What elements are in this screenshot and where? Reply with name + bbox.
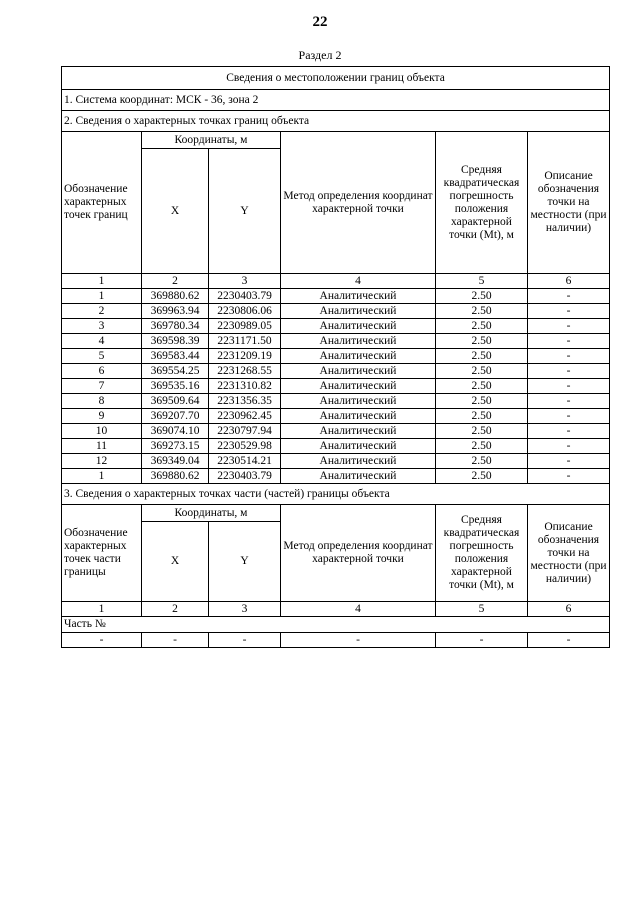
table-row xyxy=(62,469,610,484)
table-row xyxy=(62,454,610,469)
col-number: 4 xyxy=(281,602,436,617)
point-y: 2231171.50 xyxy=(209,334,281,349)
col-number: 1 xyxy=(62,602,142,617)
col-number: 1 xyxy=(62,274,142,289)
part-header-coords: Координаты, м xyxy=(142,505,281,522)
points-title-row xyxy=(62,111,610,132)
point-error: 2.50 xyxy=(436,319,528,334)
col-numbers-row xyxy=(62,274,610,289)
points-title: 2. Сведения о характерных точках границ объекта xyxy=(62,111,610,132)
table-row xyxy=(62,379,610,394)
col-number: 4 xyxy=(281,274,436,289)
header-designation: Обозначение характерных точек границ xyxy=(62,132,142,274)
table-row xyxy=(62,334,610,349)
boundary-table xyxy=(61,66,610,648)
point-y: 2230797.94 xyxy=(209,424,281,439)
part-title: 3. Сведения о характерных точках части (частей) границы объекта xyxy=(62,484,610,505)
table-row xyxy=(62,304,610,319)
header-method: Метод определения координат характерной точки xyxy=(281,132,436,274)
point-x: 369207.70 xyxy=(142,409,209,424)
point-method: Аналитический xyxy=(281,319,436,334)
point-number: 7 xyxy=(62,379,142,394)
point-description: - xyxy=(528,469,610,484)
col-number: 5 xyxy=(436,274,528,289)
part-header-method: Метод определения координат характерной точки xyxy=(281,505,436,602)
point-error: 2.50 xyxy=(436,394,528,409)
part-label: Часть № xyxy=(62,617,610,633)
point-y: 2230989.05 xyxy=(209,319,281,334)
point-method: Аналитический xyxy=(281,394,436,409)
part-header-y: Y xyxy=(209,522,281,602)
point-description: - xyxy=(528,334,610,349)
point-method: Аналитический xyxy=(281,364,436,379)
point-error: 2.50 xyxy=(436,289,528,304)
point-number: 1 xyxy=(62,289,142,304)
point-number: 6 xyxy=(62,364,142,379)
coord-system: 1. Система координат: МСК - 36, зона 2 xyxy=(62,90,610,111)
point-x: 369554.25 xyxy=(142,364,209,379)
table-row xyxy=(62,349,610,364)
part-cell: - xyxy=(281,633,436,648)
point-method: Аналитический xyxy=(281,454,436,469)
point-x: 369273.15 xyxy=(142,439,209,454)
header-error: Средняя квадратическая погрешность положения характерной точки (Mt), м xyxy=(436,132,528,274)
point-number: 1 xyxy=(62,469,142,484)
point-description: - xyxy=(528,304,610,319)
col-number: 2 xyxy=(142,274,209,289)
points-body xyxy=(62,289,610,484)
point-x: 369509.64 xyxy=(142,394,209,409)
col-number: 3 xyxy=(209,602,281,617)
point-number: 4 xyxy=(62,334,142,349)
point-y: 2230806.06 xyxy=(209,304,281,319)
point-method: Аналитический xyxy=(281,304,436,319)
part-cell: - xyxy=(528,633,610,648)
point-error: 2.50 xyxy=(436,469,528,484)
point-number: 9 xyxy=(62,409,142,424)
point-x: 369880.62 xyxy=(142,469,209,484)
point-method: Аналитический xyxy=(281,424,436,439)
point-y: 2230403.79 xyxy=(209,469,281,484)
header-description: Описание обозначения точки на местности (при наличии) xyxy=(528,132,610,274)
point-number: 2 xyxy=(62,304,142,319)
point-description: - xyxy=(528,409,610,424)
point-x: 369583.44 xyxy=(142,349,209,364)
point-error: 2.50 xyxy=(436,409,528,424)
part-cell: - xyxy=(142,633,209,648)
part-cell: - xyxy=(62,633,142,648)
point-error: 2.50 xyxy=(436,349,528,364)
col-number: 2 xyxy=(142,602,209,617)
table-row xyxy=(62,424,610,439)
part-header-designation-text: Обозначение характерных точек части границы xyxy=(64,527,128,578)
table-row xyxy=(62,319,610,334)
coord-system-row xyxy=(62,90,610,111)
point-x: 369880.62 xyxy=(142,289,209,304)
point-description: - xyxy=(528,289,610,304)
header-y: Y xyxy=(209,149,281,274)
point-method: Аналитический xyxy=(281,289,436,304)
point-description: - xyxy=(528,364,610,379)
header-x: X xyxy=(142,149,209,274)
point-description: - xyxy=(528,319,610,334)
part-label-row xyxy=(62,617,610,633)
part-header-designation xyxy=(62,505,142,602)
point-y: 2231356.35 xyxy=(209,394,281,409)
point-description: - xyxy=(528,349,610,364)
point-error: 2.50 xyxy=(436,439,528,454)
table-row xyxy=(62,394,610,409)
point-method: Аналитический xyxy=(281,439,436,454)
point-error: 2.50 xyxy=(436,454,528,469)
part-col-numbers-row xyxy=(62,602,610,617)
point-y: 2230962.45 xyxy=(209,409,281,424)
table-row xyxy=(62,439,610,454)
point-description: - xyxy=(528,424,610,439)
point-number: 5 xyxy=(62,349,142,364)
table-row xyxy=(62,364,610,379)
point-method: Аналитический xyxy=(281,379,436,394)
col-number: 6 xyxy=(528,274,610,289)
col-number: 3 xyxy=(209,274,281,289)
part-header-error: Средняя квадратическая погрешность положения характерной точки (Mt), м xyxy=(436,505,528,602)
part-cell: - xyxy=(436,633,528,648)
part-header-row-1 xyxy=(62,505,610,522)
part-header-description: Описание обозначения точки на местности (при наличии) xyxy=(528,505,610,602)
point-y: 2230403.79 xyxy=(209,289,281,304)
col-number: 5 xyxy=(436,602,528,617)
point-y: 2231209.19 xyxy=(209,349,281,364)
point-error: 2.50 xyxy=(436,304,528,319)
table-row xyxy=(62,409,610,424)
point-y: 2231268.55 xyxy=(209,364,281,379)
point-y: 2230529.98 xyxy=(209,439,281,454)
page-number: 22 xyxy=(312,14,328,30)
point-method: Аналитический xyxy=(281,349,436,364)
part-cell: - xyxy=(209,633,281,648)
point-number: 8 xyxy=(62,394,142,409)
point-method: Аналитический xyxy=(281,334,436,349)
point-error: 2.50 xyxy=(436,334,528,349)
table-title-row xyxy=(62,67,610,90)
header-coords: Координаты, м xyxy=(142,132,281,149)
col-number: 6 xyxy=(528,602,610,617)
point-number: 12 xyxy=(62,454,142,469)
point-description: - xyxy=(528,439,610,454)
point-x: 369349.04 xyxy=(142,454,209,469)
point-x: 369780.34 xyxy=(142,319,209,334)
part-data-row xyxy=(62,633,610,648)
point-x: 369598.39 xyxy=(142,334,209,349)
point-x: 369963.94 xyxy=(142,304,209,319)
point-y: 2231310.82 xyxy=(209,379,281,394)
points-header-row-1 xyxy=(62,132,610,149)
point-description: - xyxy=(528,454,610,469)
point-error: 2.50 xyxy=(436,424,528,439)
point-method: Аналитический xyxy=(281,469,436,484)
point-method: Аналитический xyxy=(281,409,436,424)
point-number: 3 xyxy=(62,319,142,334)
part-header-x: X xyxy=(142,522,209,602)
section-title: Раздел 2 xyxy=(298,48,342,62)
table-title: Сведения о местоположении границ объекта xyxy=(62,67,610,90)
point-description: - xyxy=(528,394,610,409)
point-number: 11 xyxy=(62,439,142,454)
point-description: - xyxy=(528,379,610,394)
point-y: 2230514.21 xyxy=(209,454,281,469)
point-error: 2.50 xyxy=(436,379,528,394)
point-x: 369074.10 xyxy=(142,424,209,439)
table-row xyxy=(62,289,610,304)
point-x: 369535.16 xyxy=(142,379,209,394)
point-number: 10 xyxy=(62,424,142,439)
point-error: 2.50 xyxy=(436,364,528,379)
part-title-row xyxy=(62,484,610,505)
